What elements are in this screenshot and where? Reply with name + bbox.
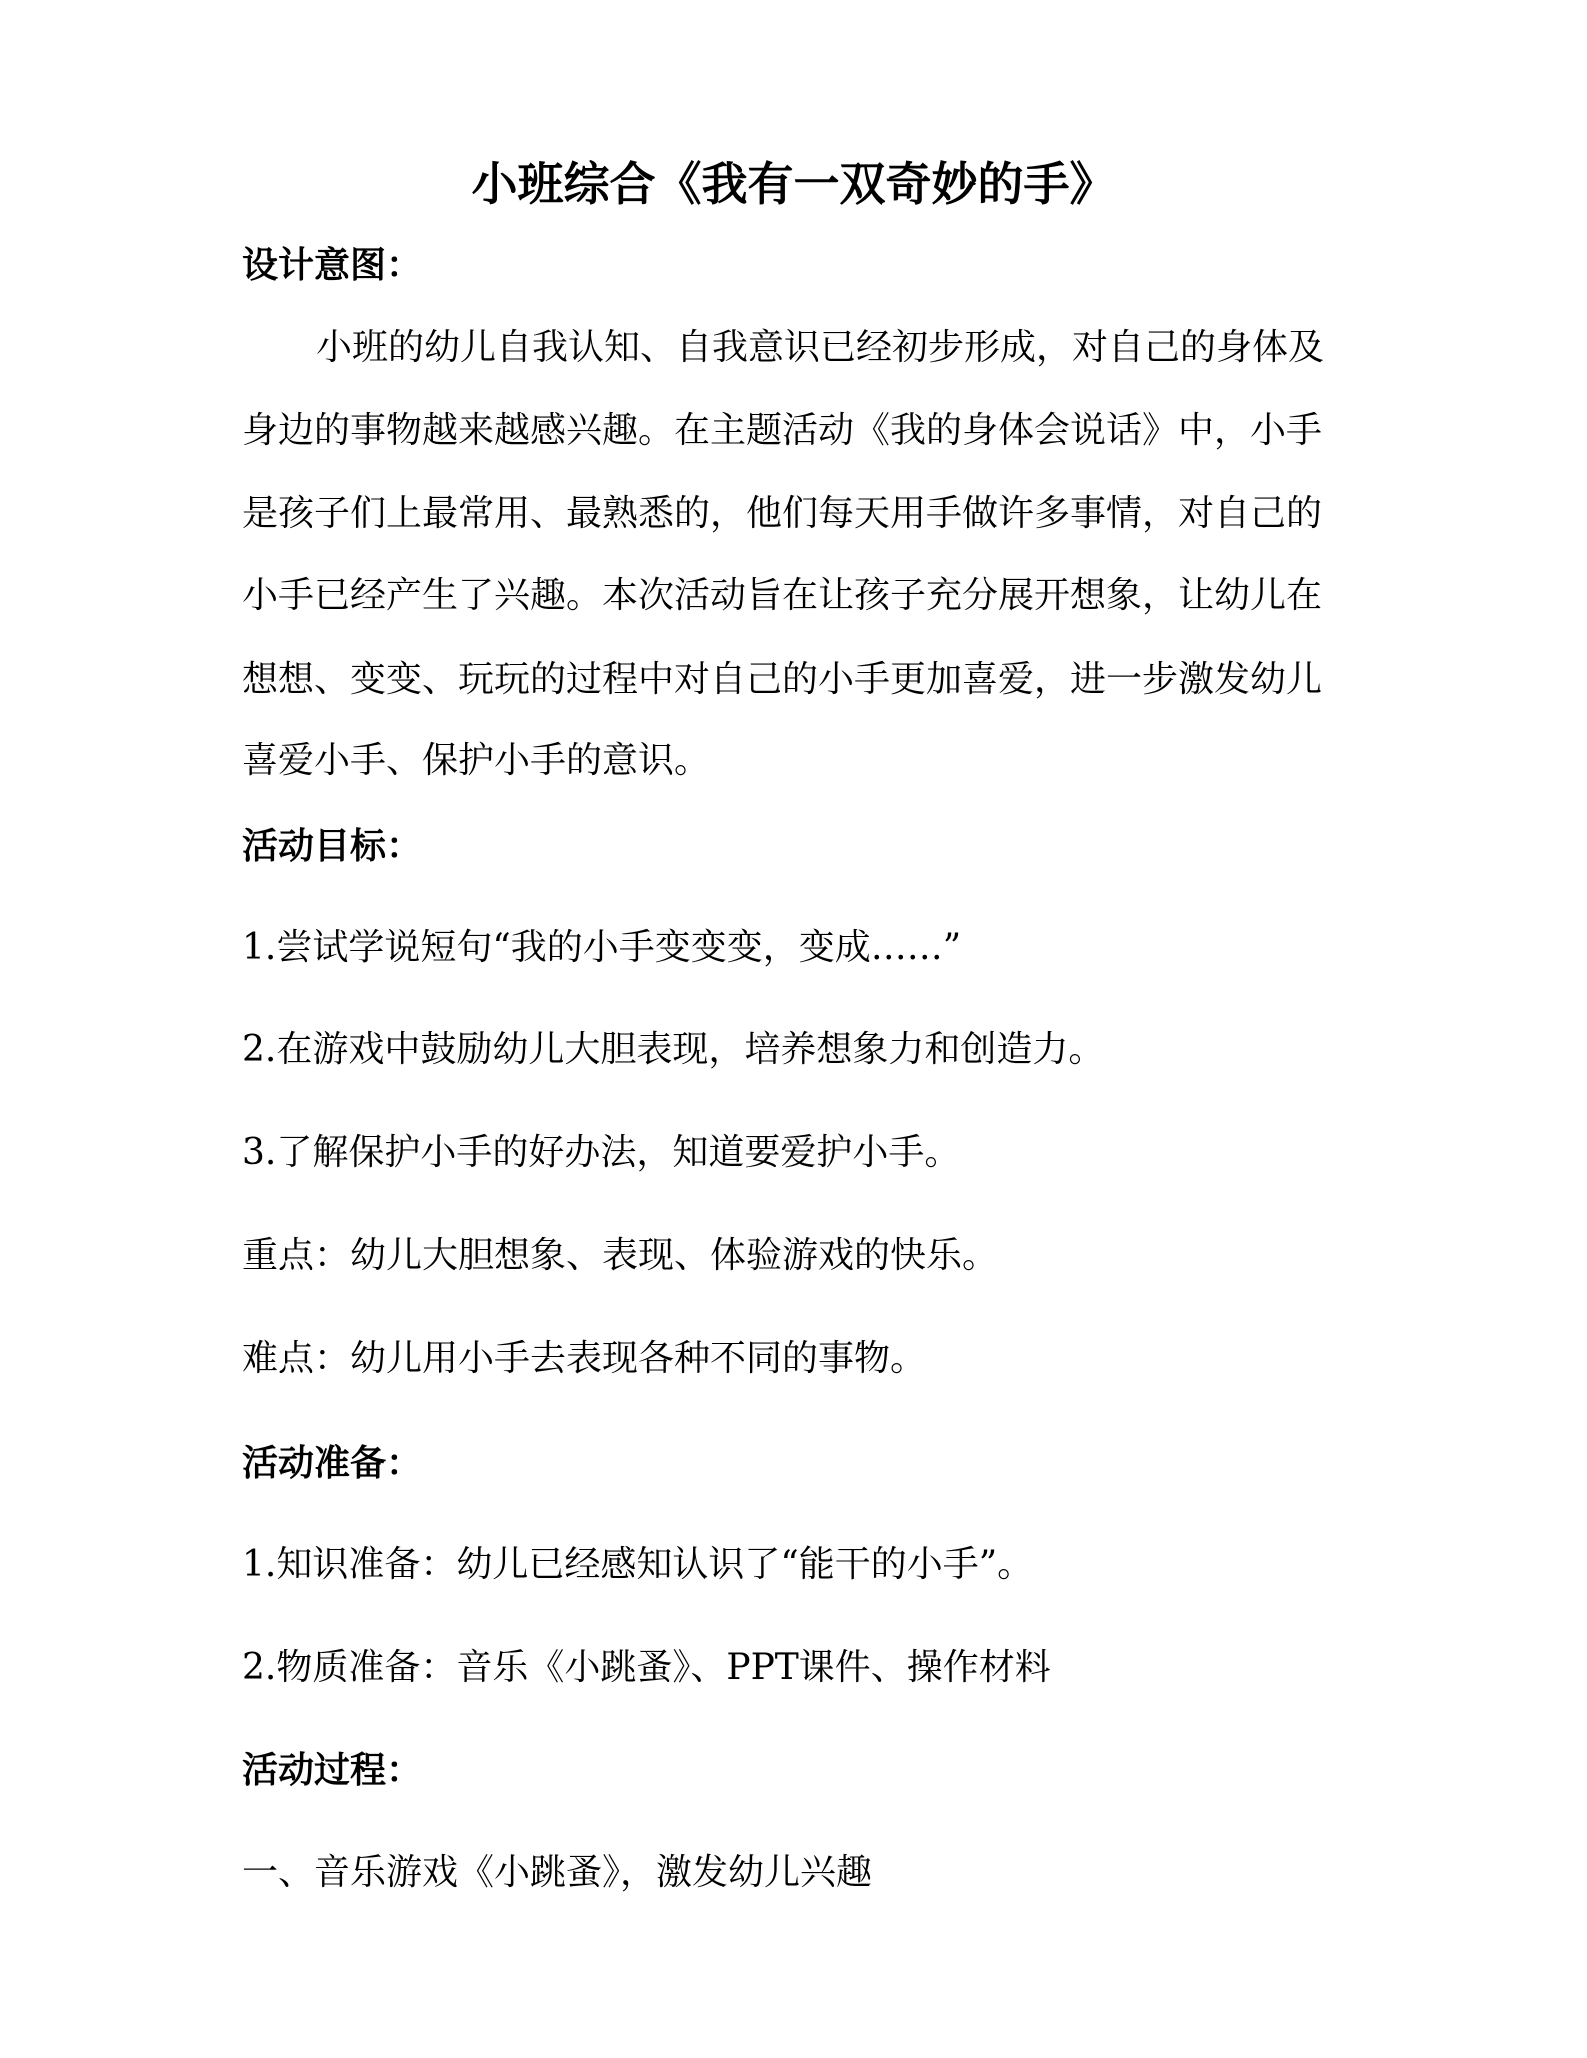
section-heading-design-intent: 设计意图： bbox=[242, 244, 423, 286]
key-point: 重点：幼儿大胆想象、表现、体验游戏的快乐。 bbox=[242, 1235, 999, 1276]
goal-item: 2.在游戏中鼓励幼儿大胆表现，培养想象力和创造力。 bbox=[242, 1029, 1105, 1070]
section-heading-preparation: 活动准备： bbox=[242, 1442, 423, 1484]
paragraph-line: 小班的幼儿自我认知、自我意识已经初步形成，对自己的身体及 bbox=[316, 327, 1325, 368]
document-title: 小班综合《我有一双奇妙的手》 bbox=[471, 157, 1116, 211]
section-heading-goals: 活动目标： bbox=[242, 825, 423, 867]
paragraph-line: 想想、变变、玩玩的过程中对自己的小手更加喜爱，进一步激发幼儿 bbox=[242, 659, 1323, 700]
process-item: 一、音乐游戏《小跳蚤》，激发幼儿兴趣 bbox=[242, 1852, 873, 1893]
paragraph-line: 喜爱小手、保护小手的意识。 bbox=[242, 740, 711, 781]
preparation-item: 1.知识准备：幼儿已经感知认识了“能干的小手”。 bbox=[242, 1544, 1034, 1585]
goal-item: 1.尝试学说短句“我的小手变变变，变成……” bbox=[242, 927, 962, 968]
difficulty-point: 难点：幼儿用小手去表现各种不同的事物。 bbox=[242, 1338, 927, 1379]
paragraph-line: 小手已经产生了兴趣。本次活动旨在让孩子充分展开想象，让幼儿在 bbox=[242, 575, 1323, 616]
preparation-item: 2.物质准备：音乐《小跳蚤》、PPT课件、操作材料 bbox=[242, 1647, 1051, 1688]
goal-item: 3.了解保护小手的好办法，知道要爱护小手。 bbox=[242, 1132, 961, 1173]
paragraph-line: 是孩子们上最常用、最熟悉的，他们每天用手做许多事情，对自己的 bbox=[242, 493, 1323, 534]
paragraph-line: 身边的事物越来越感兴趣。在主题活动《我的身体会说话》中，小手 bbox=[242, 410, 1323, 451]
section-heading-process: 活动过程： bbox=[242, 1749, 423, 1791]
